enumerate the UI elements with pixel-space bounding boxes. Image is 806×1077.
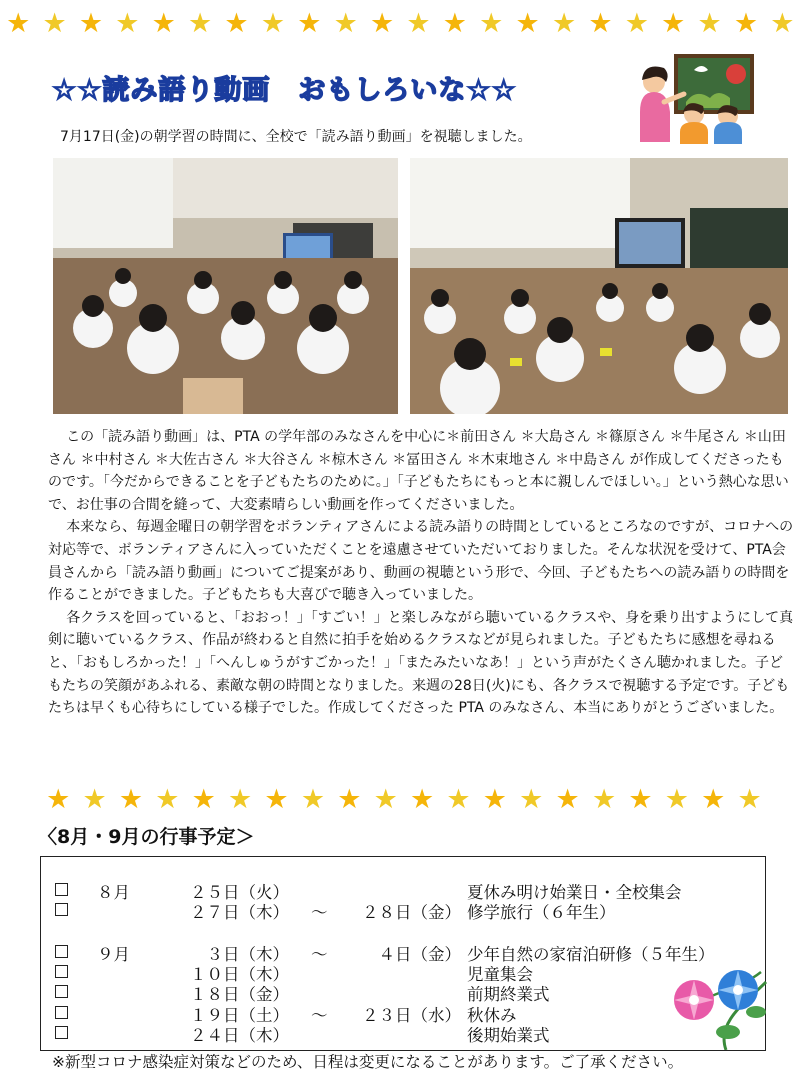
paragraph-1: この「読み語り動画」は、PTA の学年部のみなさんを中心に＊前田さん ＊大島さん ＊篠原さん ＊牛尾さん ＊山田さん ＊中村さん ＊大佐古さん ＊大谷さん ＊椋木さん ＊冨田さん ＊木束地さん ＊中島さん が作成してくださったものです。「今だからできることを子どもたちのために。」「子どもたちにもっと本に親しんでほしい。」という熱心な思いで、お仕事の合間を縫って、大変素晴らしい動画を作ってくださいました。	[48, 429, 789, 513]
star-icon: ★	[369, 8, 395, 39]
star-icon: ★	[337, 784, 362, 815]
teacher-illustration	[636, 52, 756, 144]
page-title: ☆☆読み語り動画 おもしろいな☆☆	[52, 75, 517, 106]
star-icon: ★	[6, 8, 31, 39]
schedule-range-separator: ～	[311, 945, 328, 964]
star-icon: ★	[118, 784, 144, 815]
checkbox-icon	[55, 945, 68, 958]
checkbox-icon	[55, 985, 68, 998]
star-icon: ★	[591, 784, 617, 815]
star-icon: ★	[151, 8, 176, 39]
schedule-event: 少年自然の家宿泊研修（５年生）	[467, 945, 715, 964]
star-icon: ★	[701, 784, 726, 815]
schedule-start-date: ２７日（木）	[190, 903, 289, 922]
star-icon: ★	[479, 8, 504, 39]
star-icon: ★	[82, 784, 107, 815]
schedule-event: 秋休み	[467, 1006, 517, 1025]
star-icon: ★	[661, 8, 686, 39]
schedule-range-separator: ～	[311, 1006, 328, 1025]
star-icon: ★	[46, 784, 71, 815]
star-icon: ★	[300, 784, 326, 815]
star-icon: ★	[515, 8, 540, 39]
schedule-event: 修学旅行（６年生）	[467, 903, 616, 922]
star-icon: ★	[115, 8, 140, 39]
schedule-start-date: １８日（金）	[190, 985, 289, 1004]
star-icon: ★	[260, 8, 286, 39]
checkbox-icon	[55, 965, 68, 978]
star-icon: ★	[188, 8, 213, 39]
checkbox-icon	[55, 903, 68, 916]
star-icon: ★	[228, 784, 253, 815]
star-icon: ★	[555, 784, 580, 815]
star-icon: ★	[406, 8, 431, 39]
article-body	[48, 426, 796, 720]
star-icon: ★	[42, 8, 67, 39]
star-icon: ★	[224, 8, 249, 39]
star-icon: ★	[264, 784, 289, 815]
star-icon: ★	[191, 784, 216, 815]
star-icon: ★	[551, 8, 577, 39]
star-icon: ★	[333, 8, 358, 39]
schedule-end-date: ２８日（金）	[362, 903, 461, 922]
checkbox-icon	[55, 1026, 68, 1039]
schedule-title: 〈8月・9月の行事予定＞	[38, 826, 255, 848]
star-icon: ★	[297, 8, 322, 39]
star-icon: ★	[733, 8, 759, 39]
classroom-photo-2	[410, 158, 788, 414]
star-icon: ★	[155, 784, 180, 815]
schedule-box	[40, 856, 766, 1051]
paragraph-2: 本来なら、毎週金曜日の朝学習をボランティアさんによる読み語りの時間としているところなのですが、コロナへの対応等で、ボランティアさんに入っていただくことを遠慮させていただいておりました。そんな状況を受けて、PTA会員さんから「読み語り動画」についてご提案があり、動画の視聴という形で、今回、子どもたちへの読み語りの時間を作ることができました。子どもたちも大喜びで聴き入っていました。	[48, 519, 794, 604]
lead-sentence: 7月17日(金)の朝学習の時間に、全校で「読み語り動画」を視聴しました。	[60, 129, 532, 145]
star-icon: ★	[697, 8, 722, 39]
star-icon: ★	[373, 784, 398, 815]
schedule-note: ※新型コロナ感染症対策などのため、日程は変更になることがあります。ご了承ください。	[52, 1053, 684, 1071]
schedule-end-date: ２３日（水）	[362, 1006, 461, 1025]
schedule-start-date: ３日（木）	[206, 945, 289, 964]
schedule-event: 夏休み明け始業日・全校集会	[467, 883, 682, 902]
star-icon: ★	[628, 784, 653, 815]
star-icon: ★	[409, 784, 435, 815]
paragraph-3: 各クラスを回っていると、「おおっ！」「すごい！」と楽しみながら聴いているクラスや、身を乗り出すようにして真剣に聴いているクラス、作品が終わると自然に拍手を始めるクラスなどが見られました。子どもたちに感想を尋ねると、「おもしろかった！」「へんしゅうがすごかった！」「またみたいなあ！」という声がたくさん聴かれました。子どもたちの笑顔があふれる、素敵な朝の時間となりました。来週の28日(火)にも、各クラスで視聴する予定です。子どもたちは早くも心待ちにしている様子でした。作成してくださった PTA のみなさん、本当にありがとうございました。	[48, 609, 794, 717]
checkbox-icon	[55, 883, 68, 896]
star-icon: ★	[78, 8, 104, 39]
classroom-photo-1	[53, 158, 398, 414]
star-icon: ★	[446, 784, 471, 815]
schedule-start-date: １０日（木）	[190, 965, 289, 984]
star-icon: ★	[588, 8, 613, 39]
schedule-start-date: ２４日（木）	[190, 1026, 289, 1045]
schedule-start-date: １９日（土）	[190, 1006, 289, 1025]
star-icon: ★	[519, 784, 544, 815]
middle-star-border	[40, 780, 780, 820]
star-icon: ★	[442, 8, 467, 39]
star-icon: ★	[624, 8, 649, 39]
star-icon: ★	[482, 784, 507, 815]
star-icon: ★	[737, 784, 762, 815]
star-icon: ★	[770, 8, 795, 39]
top-star-border	[0, 4, 806, 44]
morning-glory-illustration	[666, 962, 776, 1050]
checkbox-icon	[55, 1006, 68, 1019]
schedule-month: ９月	[97, 945, 130, 964]
star-icon: ★	[664, 784, 689, 815]
schedule-event: 前期終業式	[467, 985, 550, 1004]
schedule-range-separator: ～	[311, 903, 328, 922]
schedule-end-date: ４日（金）	[378, 945, 461, 964]
schedule-event: 児童集会	[467, 965, 533, 984]
schedule-month: ８月	[97, 883, 130, 902]
schedule-event: 後期始業式	[467, 1026, 550, 1045]
schedule-start-date: ２５日（火）	[190, 883, 289, 902]
